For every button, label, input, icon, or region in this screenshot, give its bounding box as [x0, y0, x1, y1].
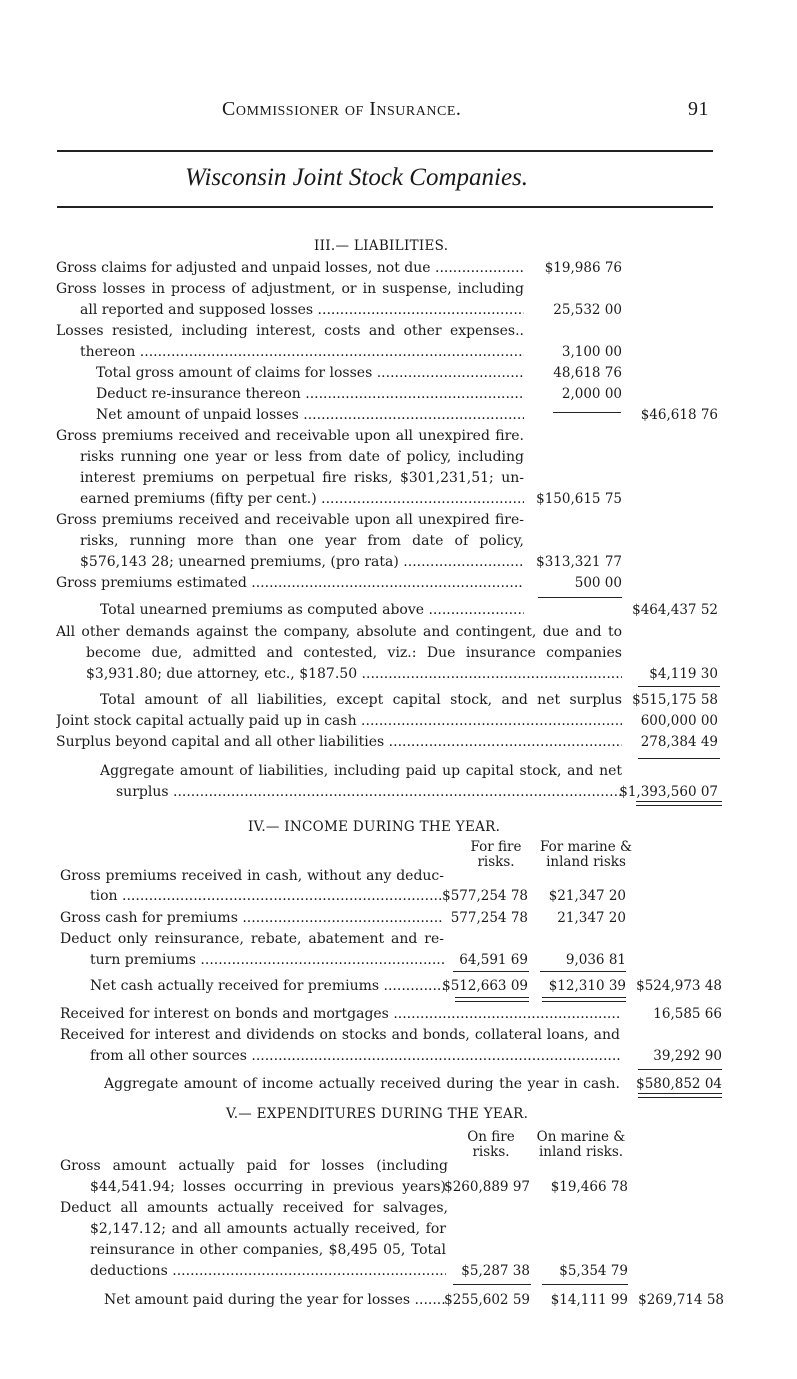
- table-row-label: All other demands against the company, absolute and contingent, due and to: [56, 624, 622, 640]
- table-cell-value: $150,615 75: [536, 491, 622, 507]
- page-subtitle: Wisconsin Joint Stock Companies.: [185, 164, 529, 191]
- page-number: 91: [688, 98, 709, 120]
- table-row-label: become due, admitted and contested, viz.: Due insurance companies: [86, 645, 622, 661]
- table-cell-value: $255,602 59: [444, 1292, 530, 1308]
- table-row-label: reinsurance in other companies, $8,495 05, Total: [90, 1242, 446, 1258]
- header-rule-bottom: [57, 206, 713, 208]
- rule: [540, 971, 626, 972]
- table-cell-value: $19,986 76: [544, 260, 622, 276]
- table-cell-value: $12,310 39: [548, 978, 626, 994]
- rule: [553, 412, 621, 413]
- table-cell-value: $5,354 79: [559, 1263, 628, 1279]
- table-row-label: Deduct only reinsurance, rebate, abatement and re-: [60, 931, 444, 947]
- table-row-label: Aggregate amount of liabilities, including paid up capital stock, and net: [100, 763, 622, 779]
- table-cell-value: $580,852 04: [636, 1076, 722, 1092]
- table-row-label: earned premiums (fifty per cent.) .....: [80, 489, 524, 509]
- table-row-label: Received for interest on bonds and mortgages .....: [60, 1004, 620, 1024]
- table-row-label: Gross premiums received in cash, without any deduc-: [60, 868, 444, 884]
- rule: [453, 971, 529, 972]
- running-header-title: Commissioner of Insurance.: [222, 98, 462, 120]
- table-row-label: Gross cash for premiums .....: [60, 908, 444, 928]
- rule: [638, 686, 720, 687]
- table-row-label: risks running one year or less from date of policy, including: [80, 449, 524, 465]
- rule: [638, 1069, 722, 1070]
- table-row-label: all reported and supposed losses .....: [80, 300, 524, 320]
- table-row-label: $44,541.94; losses occurring in previous years): [90, 1179, 446, 1195]
- rule: [638, 758, 720, 759]
- table-cell-value: 2,000 00: [561, 386, 622, 402]
- table-row-label: Losses resisted, including interest, costs and other expenses..: [56, 323, 524, 339]
- rule: [453, 1284, 531, 1285]
- rule: [638, 1093, 722, 1094]
- table-cell-value: $524,973 48: [636, 978, 722, 994]
- table-cell-value: $464,437 52: [632, 602, 718, 618]
- table-cell-value: 3,100 00: [561, 344, 622, 360]
- table-row-label: $576,143 28; unearned premiums, (pro rata) .....: [80, 552, 524, 572]
- table-row-label: Deduct all amounts actually received for salvages,: [60, 1200, 448, 1216]
- table-cell-value: $5,287 38: [461, 1263, 530, 1279]
- table-cell-value: 16,585 66: [653, 1006, 722, 1022]
- table-row-label: interest premiums on perpetual fire risks, $301,231,51; un-: [80, 470, 524, 486]
- table-cell-value: $21,347 20: [548, 888, 626, 904]
- header-rule-top: [57, 150, 713, 152]
- table-cell-value: 39,292 90: [653, 1048, 722, 1064]
- rule: [455, 1001, 529, 1002]
- table-row-label: from all other sources .....: [90, 1046, 620, 1066]
- table-cell-value: $515,175 58: [632, 692, 718, 708]
- table-cell-value: $313,321 77: [536, 554, 622, 570]
- exp-col-header-marine: On marine & inland risks.: [536, 1129, 626, 1160]
- table-row-label: $3,931.80; due attorney, etc., $187.50 .....: [86, 664, 622, 684]
- table-cell-value: $1,393,560 07: [619, 784, 718, 800]
- table-row-label: Joint stock capital actually paid up in cash .....: [56, 711, 622, 731]
- table-row-label: Aggregate amount of income actually received during the year in cash.: [104, 1076, 620, 1092]
- table-cell-value: $260,889 97: [444, 1179, 530, 1195]
- table-cell-value: 21,347 20: [557, 910, 626, 926]
- table-row-label: tion .....: [90, 886, 444, 906]
- table-row-label: deductions .....: [90, 1261, 446, 1281]
- table-row-label: Received for interest and dividends on stocks and bonds, collateral loans, and: [60, 1027, 620, 1043]
- rule: [636, 801, 722, 802]
- table-cell-value: 25,532 00: [553, 302, 622, 318]
- table-cell-value: $269,714 58: [638, 1292, 724, 1308]
- income-col-header-fire: For fire risks.: [470, 839, 522, 870]
- table-row-label: $2,147.12; and all amounts actually received, for: [90, 1221, 446, 1237]
- section-heading-expenditures: V.— EXPENDITURES DURING THE YEAR.: [226, 1106, 529, 1122]
- table-row-label: Net cash actually received for premiums .....: [90, 976, 444, 996]
- table-cell-value: $46,618 76: [640, 407, 718, 423]
- section-heading-liabilities: III.— LIABILITIES.: [314, 238, 449, 254]
- table-row-label: Gross amount actually paid for losses (including: [60, 1158, 448, 1174]
- exp-col-header-fire: On fire risks.: [467, 1129, 515, 1160]
- table-row-label: Deduct re-insurance thereon .....: [96, 384, 524, 404]
- table-cell-value: $4,119 30: [649, 666, 718, 682]
- table-cell-value: 500 00: [574, 575, 622, 591]
- table-row-label: Gross premiums estimated .....: [56, 573, 524, 593]
- table-row-label: Gross losses in process of adjustment, or in suspense, including: [56, 281, 524, 297]
- table-row-label: Surplus beyond capital and all other liabilities .....: [56, 732, 622, 752]
- rule: [638, 1097, 722, 1098]
- income-col-header-marine: For marine & inland risks: [539, 839, 633, 870]
- table-cell-value: 600,000 00: [640, 713, 718, 729]
- table-row-label: Gross premiums received and receivable upon all unexpired fire.: [56, 428, 524, 444]
- table-row-label: Total gross amount of claims for losses .....: [96, 363, 524, 383]
- table-cell-value: 577,254 78: [450, 910, 528, 926]
- table-row-label: Gross claims for adjusted and unpaid losses, not due .....: [56, 258, 524, 278]
- table-cell-value: 64,591 69: [459, 952, 528, 968]
- rule: [455, 997, 529, 998]
- table-cell-value: $512,663 09: [442, 978, 528, 994]
- table-row-label: turn premiums .....: [90, 950, 444, 970]
- rule: [542, 1284, 628, 1285]
- table-cell-value: $19,466 78: [550, 1179, 628, 1195]
- rule: [538, 597, 622, 598]
- table-row-label: Net amount paid during the year for losses .....: [104, 1290, 446, 1310]
- table-row-label: Total unearned premiums as computed above .....: [100, 600, 524, 620]
- table-cell-value: $14,111 99: [550, 1292, 628, 1308]
- table-row-label: surplus .....: [116, 782, 622, 802]
- table-cell-value: 278,384 49: [640, 734, 718, 750]
- table-row-label: thereon .....: [80, 342, 524, 362]
- table-row-label: Total amount of all liabilities, except capital stock, and net surplus: [100, 692, 622, 708]
- rule: [542, 1001, 626, 1002]
- section-heading-income: IV.— INCOME DURING THE YEAR.: [248, 819, 501, 835]
- table-row-label: Net amount of unpaid losses .....: [96, 405, 524, 425]
- table-cell-value: $577,254 78: [442, 888, 528, 904]
- table-cell-value: 48,618 76: [553, 365, 622, 381]
- table-cell-value: 9,036 81: [565, 952, 626, 968]
- table-row-label: Gross premiums received and receivable upon all unexpired fire-: [56, 512, 524, 528]
- rule: [636, 805, 722, 806]
- rule: [542, 997, 626, 998]
- table-row-label: risks, running more than one year from date of policy,: [80, 533, 524, 549]
